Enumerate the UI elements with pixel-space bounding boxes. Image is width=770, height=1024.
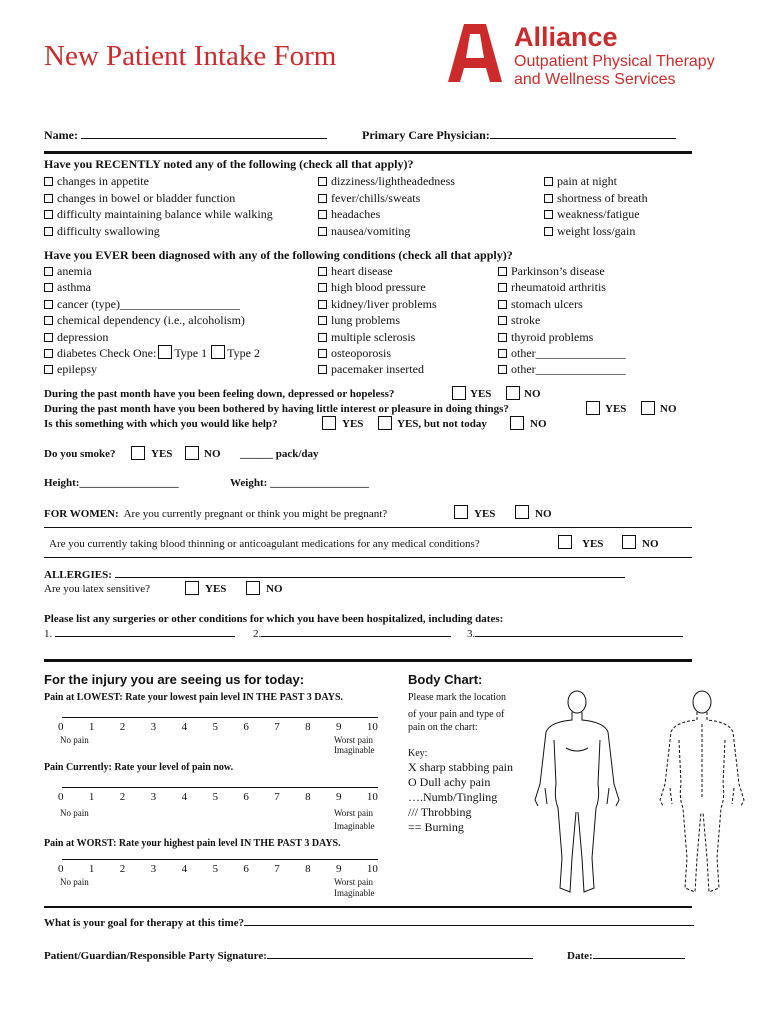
pregnant-yes-checkbox[interactable]	[454, 505, 468, 519]
mood-q3-yes-not-today-checkbox[interactable]	[378, 416, 392, 430]
surgery-field-3[interactable]: 3.	[467, 628, 683, 640]
scale-number[interactable]: 10	[366, 721, 378, 733]
checkbox-item[interactable]: difficulty swallowing	[44, 223, 273, 240]
surgery-field-1[interactable]: 1.	[44, 628, 235, 640]
divider	[44, 557, 692, 558]
scale-number[interactable]: 4	[181, 721, 188, 733]
checkbox-item[interactable]: weight loss/gain	[544, 223, 648, 240]
worst-pain-label: Worst pain	[334, 808, 374, 818]
goal-field[interactable]	[44, 917, 694, 929]
checkbox-item[interactable]: lung problems	[318, 312, 437, 328]
type1-checkbox[interactable]	[158, 345, 172, 359]
no-pain-label: No pain	[60, 735, 89, 745]
surgeries-heading: Please list any surgeries or other conditions for which you have been hospitalized, including dates:	[44, 613, 504, 625]
yes-not-today-label: YES, but not today	[397, 418, 487, 430]
recent-heading: Have you RECENTLY noted any of the following (check all that apply)?	[44, 157, 414, 171]
scale-number[interactable]: 6	[243, 863, 249, 875]
mood-q3-no-checkbox[interactable]	[510, 416, 524, 430]
scale-number[interactable]: 7	[274, 791, 280, 803]
pcp-label: Primary Care Physician:	[362, 128, 490, 142]
women-question: Are you currently pregnant or think you might be pregnant?	[123, 508, 388, 520]
scale-number[interactable]: 9	[336, 721, 342, 733]
checkbox-item[interactable]: rheumatoid arthritis	[498, 279, 626, 295]
checkbox-item[interactable]: other_______________	[498, 345, 626, 361]
checkbox-icon[interactable]	[44, 349, 53, 358]
yes-label: YES	[605, 403, 627, 415]
no-label: NO	[530, 418, 547, 430]
scale-number[interactable]: 6	[243, 791, 249, 803]
name-field[interactable]	[44, 128, 327, 143]
mood-q2: During the past month have you been bothered by having little interest or pleasure in doing things?	[44, 403, 509, 415]
scale-number[interactable]: 8	[305, 863, 311, 875]
no-label: NO	[524, 388, 541, 400]
checkbox-item[interactable]: cancer (type)____________________	[44, 296, 260, 312]
latex-question: Are you latex sensitive?	[44, 583, 150, 595]
scale-number[interactable]: 10	[366, 863, 378, 875]
checkbox-item[interactable]: high blood pressure	[318, 279, 437, 295]
logo-name: Alliance	[514, 22, 618, 52]
injury-heading: For the injury you are seeing us for today:	[44, 672, 305, 687]
pregnant-no-checkbox[interactable]	[515, 505, 529, 519]
signature-label: Patient/Guardian/Responsible Party Signature:	[44, 950, 267, 962]
divider	[44, 659, 692, 662]
no-label: NO	[266, 583, 283, 595]
scale-number[interactable]: 4	[181, 863, 188, 875]
checkbox-icon[interactable]	[44, 283, 53, 292]
scale-number[interactable]: 1	[88, 863, 95, 875]
scale-number[interactable]: 5	[212, 791, 218, 803]
checkbox-icon[interactable]	[498, 349, 507, 358]
checkbox-icon[interactable]	[318, 316, 327, 325]
blood-no-checkbox[interactable]	[622, 535, 636, 549]
checkbox-item[interactable]: anemia	[44, 263, 260, 279]
checkbox-icon[interactable]	[498, 365, 507, 374]
blood-question: Are you currently taking blood thinning or anticoagulant medications for any medical conditions?	[49, 538, 480, 550]
checkbox-item[interactable]: changes in appetite	[44, 173, 273, 190]
checkbox-item[interactable]: shortness of breath	[544, 190, 648, 207]
allergies-field[interactable]	[44, 569, 625, 581]
scale-number[interactable]: 7	[274, 863, 280, 875]
scale-number[interactable]: 6	[243, 721, 249, 733]
checkbox-icon[interactable]	[498, 283, 507, 292]
checkbox-icon[interactable]	[318, 267, 327, 276]
checkbox-item[interactable]: pain at night	[544, 173, 648, 190]
checkbox-item[interactable]: diabetes Check One: Type 1 Type 2	[44, 345, 260, 361]
no-label: NO	[204, 448, 221, 460]
checkbox-icon[interactable]	[44, 267, 53, 276]
checkbox-item[interactable]: depression	[44, 329, 260, 345]
checkbox-icon[interactable]	[44, 210, 53, 219]
checkbox-item[interactable]: epilepsy	[44, 361, 260, 377]
women-question-row	[44, 508, 387, 520]
date-label: Date:	[567, 950, 593, 962]
checkbox-icon[interactable]	[498, 333, 507, 342]
key-item: == Burning	[408, 820, 464, 834]
checkbox-icon[interactable]	[44, 194, 53, 203]
divider	[44, 151, 692, 154]
checkbox-item[interactable]: multiple sclerosis	[318, 329, 437, 345]
checkbox-item[interactable]: weakness/fatigue	[544, 206, 648, 223]
scale-number[interactable]: 0	[58, 863, 64, 875]
key-item: ….Numb/Tingling	[408, 790, 498, 804]
scale-number[interactable]: 9	[336, 863, 342, 875]
date-field[interactable]	[567, 950, 685, 962]
checkbox-icon[interactable]	[544, 210, 553, 219]
no-label: NO	[642, 538, 659, 550]
scale-number[interactable]: 10	[366, 791, 378, 803]
name-label: Name:	[44, 128, 81, 142]
no-pain-label: No pain	[60, 808, 89, 818]
scale-number[interactable]: 2	[119, 721, 126, 733]
yes-label: YES	[474, 508, 496, 520]
checkbox-item[interactable]: other_______________	[498, 361, 626, 377]
scale-number[interactable]: 1	[88, 721, 95, 733]
mood-q1-no-checkbox[interactable]	[506, 386, 520, 400]
ever-col2	[318, 263, 437, 378]
mood-q2-no-checkbox[interactable]	[641, 401, 655, 415]
scale-number[interactable]: 5	[212, 721, 218, 733]
height-field[interactable]: Height:__________________	[44, 477, 179, 489]
checkbox-icon[interactable]	[318, 333, 327, 342]
scale-number[interactable]: 3	[150, 791, 157, 803]
scale-number[interactable]: 0	[58, 721, 64, 733]
checkbox-item[interactable]: headaches	[318, 206, 455, 223]
no-pain-label: No pain	[60, 877, 89, 887]
scale-line	[62, 717, 378, 718]
ever-heading: Have you EVER been diagnosed with any of the following conditions (check all that apply)?	[44, 248, 513, 262]
key-label: Key:	[408, 748, 428, 759]
latex-no-checkbox[interactable]	[246, 581, 260, 595]
key-item: /// Throbbing	[408, 805, 472, 819]
scale-number[interactable]: 2	[119, 791, 126, 803]
smoke-no-checkbox[interactable]	[185, 446, 199, 460]
smoke-yes-checkbox[interactable]	[131, 446, 145, 460]
page-title: New Patient Intake Form	[44, 40, 337, 72]
logo-line2: and Wellness Services	[514, 71, 676, 88]
scale-number[interactable]: 0	[58, 791, 64, 803]
no-label: NO	[660, 403, 677, 415]
checkbox-icon[interactable]	[544, 177, 553, 186]
scale-number[interactable]: 1	[88, 791, 95, 803]
checkbox-item[interactable]: dizziness/lightheadedness	[318, 173, 455, 190]
checkbox-icon[interactable]	[318, 349, 327, 358]
no-label: NO	[535, 508, 552, 520]
pain-current-label: Pain Currently: Rate your level of pain now.	[44, 762, 234, 773]
scale-line	[62, 859, 378, 860]
scale-number[interactable]: 2	[119, 863, 126, 875]
imaginable-label: Imaginable	[334, 888, 375, 898]
pain-worst-label: Pain at WORST: Rate your highest pain level IN THE PAST 3 DAYS.	[44, 838, 341, 849]
checkbox-item[interactable]: heart disease	[318, 263, 437, 279]
checkbox-item[interactable]: asthma	[44, 279, 260, 295]
pain-current-scale[interactable]	[58, 791, 378, 803]
signature-field[interactable]	[44, 950, 533, 962]
checkbox-item[interactable]: difficulty maintaining balance while walking	[44, 206, 273, 223]
scale-number[interactable]: 3	[150, 721, 157, 733]
logo-line1: Outpatient Physical Therapy	[514, 53, 715, 70]
yes-label: YES	[470, 388, 492, 400]
scale-line	[62, 787, 378, 788]
imaginable-label: Imaginable	[334, 745, 375, 755]
divider	[44, 906, 692, 908]
checkbox-icon[interactable]	[44, 177, 53, 186]
recent-col2	[318, 173, 455, 239]
checkbox-icon[interactable]	[498, 267, 507, 276]
smoke-label: Do you smoke?	[44, 448, 116, 460]
checkbox-item[interactable]: stomach ulcers	[498, 296, 626, 312]
body-chart-instr3: pain on the chart:	[408, 722, 478, 733]
checkbox-icon[interactable]	[44, 333, 53, 342]
pcp-field[interactable]	[362, 128, 676, 143]
checkbox-icon[interactable]	[318, 177, 327, 186]
yes-label: YES	[151, 448, 173, 460]
goal-label: What is your goal for therapy at this time?	[44, 917, 245, 929]
body-front-figure-icon[interactable]	[530, 688, 625, 900]
mood-q1-yes-checkbox[interactable]	[452, 386, 466, 400]
key-item: O Dull achy pain	[408, 775, 491, 789]
yes-label: YES	[342, 418, 364, 430]
checkbox-icon[interactable]	[318, 300, 327, 309]
surgery-field-2[interactable]: 2.	[253, 628, 451, 640]
yes-label: YES	[582, 538, 604, 550]
pain-lowest-label: Pain at LOWEST: Rate your lowest pain level IN THE PAST 3 DAYS.	[44, 692, 344, 703]
checkbox-icon[interactable]	[318, 210, 327, 219]
scale-number[interactable]: 8	[305, 791, 311, 803]
latex-yes-checkbox[interactable]	[185, 581, 199, 595]
checkbox-icon[interactable]	[498, 300, 507, 309]
scale-number[interactable]: 7	[274, 721, 280, 733]
recent-col3	[544, 173, 648, 239]
imaginable-label: Imaginable	[334, 821, 375, 831]
checkbox-icon[interactable]	[318, 365, 327, 374]
yes-label: YES	[205, 583, 227, 595]
checkbox-icon[interactable]	[44, 227, 53, 236]
weight-field[interactable]: Weight: __________________	[230, 477, 370, 489]
blood-yes-checkbox[interactable]	[558, 535, 572, 549]
pain-worst-scale[interactable]	[58, 863, 378, 875]
checkbox-icon[interactable]	[44, 300, 53, 309]
checkbox-icon[interactable]	[318, 227, 327, 236]
divider	[44, 527, 692, 528]
checkbox-item[interactable]: chemical dependency (i.e., alcoholism)	[44, 312, 260, 328]
key-item: X sharp stabbing pain	[408, 760, 513, 774]
packs-field[interactable]: ______ pack/day	[240, 448, 319, 460]
scale-number[interactable]: 9	[336, 791, 342, 803]
checkbox-item[interactable]: stroke	[498, 312, 626, 328]
checkbox-item[interactable]: osteoporosis	[318, 345, 437, 361]
checkbox-item[interactable]: fever/chills/sweats	[318, 190, 455, 207]
mood-q2-yes-checkbox[interactable]	[586, 401, 600, 415]
checkbox-icon[interactable]	[498, 316, 507, 325]
checkbox-item[interactable]: Parkinson’s disease	[498, 263, 626, 279]
scale-number[interactable]: 8	[305, 721, 311, 733]
body-back-figure-icon[interactable]	[655, 688, 750, 900]
scale-number[interactable]: 4	[181, 791, 188, 803]
checkbox-item[interactable]: changes in bowel or bladder function	[44, 190, 273, 207]
worst-pain-label: Worst pain	[334, 877, 374, 887]
checkbox-icon[interactable]	[44, 365, 53, 374]
mood-q1: During the past month have you been feeling down, depressed or hopeless?	[44, 388, 395, 400]
body-chart-heading: Body Chart:	[408, 672, 483, 687]
body-chart-instr1: Please mark the location	[408, 692, 507, 703]
scale-number[interactable]: 5	[212, 863, 218, 875]
pain-lowest-scale[interactable]	[58, 721, 378, 733]
checkbox-icon[interactable]	[318, 194, 327, 203]
recent-col1	[44, 173, 273, 239]
worst-pain-label: Worst pain	[334, 735, 374, 745]
alliance-logo-icon	[446, 24, 504, 84]
pain-key-list	[408, 760, 513, 835]
women-label: FOR WOMEN:	[44, 508, 119, 520]
checkbox-icon[interactable]	[544, 194, 553, 203]
checkbox-item[interactable]: nausea/vomiting	[318, 223, 455, 240]
body-chart-instr2: of your pain and type of	[408, 709, 505, 720]
allergies-label: ALLERGIES:	[44, 569, 112, 581]
ever-col3	[498, 263, 626, 378]
mood-q3-yes-checkbox[interactable]	[322, 416, 336, 430]
checkbox-item[interactable]: pacemaker inserted	[318, 361, 437, 377]
mood-q3: Is this something with which you would like help?	[44, 418, 278, 430]
scale-number[interactable]: 3	[150, 863, 157, 875]
type2-checkbox[interactable]	[211, 345, 225, 359]
checkbox-icon[interactable]	[544, 227, 553, 236]
checkbox-icon[interactable]	[318, 283, 327, 292]
checkbox-item[interactable]: thyroid problems	[498, 329, 626, 345]
checkbox-icon[interactable]	[44, 316, 53, 325]
ever-col1	[44, 263, 260, 378]
checkbox-item[interactable]: kidney/liver problems	[318, 296, 437, 312]
